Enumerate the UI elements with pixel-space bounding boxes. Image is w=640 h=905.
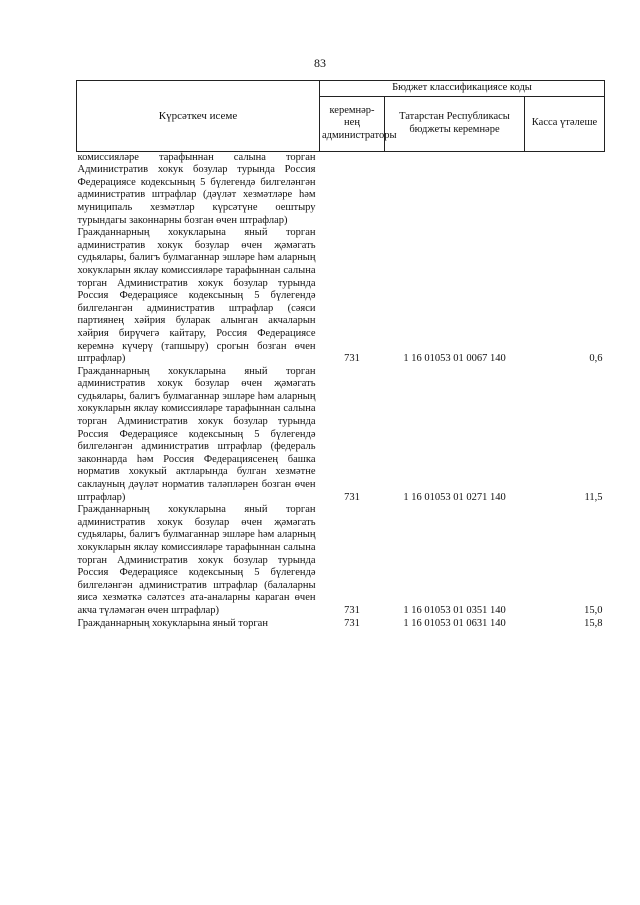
row-description: Гражданнарның хокукларына яный торган административ хокук бозулар өчен җәмәгать судьялары, балигъ булмаганнар эшләре һәм аларның хокукларын яклау комиссияләре тарафыннан салына торган Административ хокук бозулар турында Россия Федерациясе кодексының 5 бүлегендә билгеләнгән административ штрафлар (сәяси партиянең хәйрия буларак алынган акчаларын хәйрия бирүчегә кайтару, Россия Федерациясе керемнә күчерү (тапшыру) срогын бозган өчен штрафлар) [77, 227, 316, 365]
row-admin-code: 731 [344, 617, 360, 629]
row-amount: 0,6 [589, 353, 603, 365]
header-tatarstan-codes: Татарстан Республикасы бюджеты керемнәре [385, 96, 525, 151]
table-row [77, 504, 605, 617]
header-administrator-codes: керемнәр-нең администраторы [320, 96, 385, 151]
row-admin-code: 731 [344, 491, 360, 503]
row-description: Гражданнарның хокукларына яный торган [77, 617, 268, 629]
row-admin-code: 731 [344, 353, 360, 365]
row-description: Гражданнарның хокукларына яный торган административ хокук бозулар өчен җәмәгать судьялары, балигъ булмаганнар эшләре һәм аларның хокукларын яклау комиссияләре тарафыннан салына торган Административ хокук бозулар турында Россия Федерациясе кодексының 5 бүлегендә билгеләнгән административ штрафлар (балаларны яисә хезмәткә сәләтсез ата-аналарны караган өчен акча түләмәгән өчен штрафлар) [77, 504, 316, 616]
header-budget-codes: Бюджет классификациясе коды [320, 81, 605, 97]
row-budget-code: 1 16 01053 01 0271 140 [403, 491, 506, 503]
row-budget-code: 1 16 01053 01 0067 140 [403, 353, 506, 365]
row-admin-code [320, 151, 385, 227]
row-description: Гражданнарның хокукларына яный торган административ хокук бозулар өчен җәмәгать судьялары, балигъ булмаганнар эшләре һәм аларның хокукларын яклау комиссияләре тарафыннан салына торган Административ хокук бозулар турында Россия Федерациясе кодексының 5 бүлегендә билгеләнгән административ штрафлар (федераль законнарда һәм Россия Федерациясенең башка норматив хокукый актларында булган хезмәтне саклауның дәүләт норматив таләпләрен бозган өчен штрафлар) [77, 365, 316, 503]
table-row [77, 227, 605, 366]
row-budget-code: 1 16 01053 01 0351 140 [403, 604, 506, 616]
row-amount [525, 151, 605, 227]
page-number: 83 [314, 56, 326, 70]
row-admin-code: 731 [344, 604, 360, 616]
row-amount: 15,0 [584, 604, 603, 616]
table-row [77, 618, 605, 631]
row-budget-code [385, 151, 525, 227]
budget-table [76, 80, 605, 630]
row-amount: 15,8 [584, 617, 603, 629]
row-description: комиссияләре тарафыннан салына торган Административ хокук бозулар турында Россия Федерациясе кодексының 5 бүлегендә билгеләнгән административ штрафлар (дәүләт хезмәтләре һәм муниципаль хезмәтләр күрсәтүне оештыру турындагы законнарны бозган өчен штрафлар) [77, 151, 316, 226]
table-row [77, 366, 605, 505]
table-row [77, 151, 605, 227]
header-cash-execution: Касса үтәлеше [525, 96, 605, 151]
row-budget-code: 1 16 01053 01 0631 140 [403, 617, 506, 629]
row-amount: 11,5 [584, 491, 603, 503]
header-indicator-name: Күрсәткеч исеме [77, 81, 320, 152]
